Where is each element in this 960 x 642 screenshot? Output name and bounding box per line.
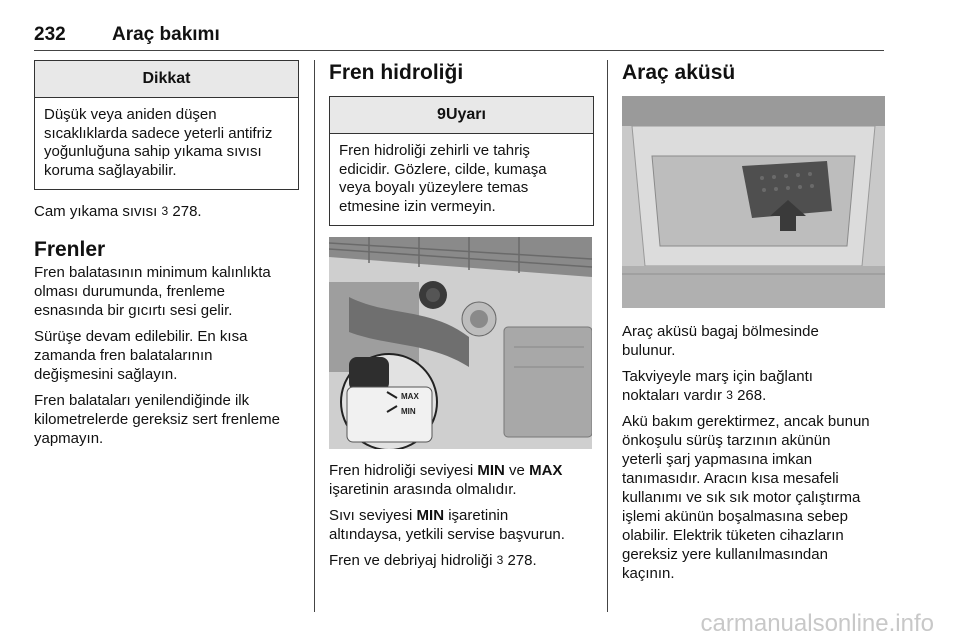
paragraph: Sürüşe devam edilebilir. En kısa zamanda fren balatalarının değişmesini sağlayın. xyxy=(34,328,248,383)
section-heading-arac-akusu: Araç aküsü xyxy=(622,61,736,84)
page-ref-arrow-icon: 3 xyxy=(161,204,169,218)
max-mark-label: MAX xyxy=(401,392,419,401)
page-ref-link[interactable]: 268. xyxy=(737,387,767,404)
warning-triangle-icon: 9 xyxy=(437,106,446,123)
paragraph: Fren balataları yenilendiğinde ilk kilometrelerde gereksiz sert frenleme yapmayın. xyxy=(34,392,280,447)
column-left xyxy=(34,60,299,455)
min-mark-label: MIN xyxy=(401,407,416,416)
text-line: sıcaklıklarda sadece yeterli antifriz xyxy=(44,124,273,142)
column-divider-2 xyxy=(607,60,608,612)
page-ref-link[interactable]: 278. xyxy=(507,552,537,569)
page-ref-arrow-icon: 3 xyxy=(726,388,733,402)
page-header xyxy=(34,22,884,51)
paragraph: Fren balatasının minimum kalınlıkta olması durumunda, frenleme esnasında bir gıcırtı sesi gelir. xyxy=(34,264,271,319)
paragraph-location: Araç aküsü bagaj bölmesinde bulunur. xyxy=(622,323,819,359)
column-middle xyxy=(329,60,594,577)
chapter-title: Araç bakımı xyxy=(112,24,220,45)
text-line: edicidir. Gözlere, cilde, kumaşa xyxy=(339,160,547,178)
text-line: Düşük veya aniden düşen xyxy=(44,106,217,123)
paragraph-service: Sıvı seviyesi MIN işaretinin altındaysa, yetkili servise başvurun. xyxy=(329,507,565,543)
uyari-text xyxy=(330,134,593,225)
brake-fluid-reservoir-photo xyxy=(329,237,592,449)
section-heading-fren-hidroligi: Fren hidroliği xyxy=(329,61,464,84)
paragraph-level: Fren hidroliği seviyesi MIN ve MAX işaretinin arasında olmalıdır. xyxy=(329,462,563,498)
fren-debriyaj-ref: Fren ve debriyaj hidroliği 3 278. xyxy=(329,552,537,569)
watermark: carmanualsonline.info xyxy=(700,610,934,637)
cam-yikama-ref: Cam yıkama sıvısı 3 278. xyxy=(34,203,202,220)
text-line: veya boyalı yüzeylere temas xyxy=(339,179,529,196)
page-ref-link[interactable]: 278. xyxy=(172,203,202,220)
dikkat-title: Dikkat xyxy=(35,61,298,98)
column-right xyxy=(622,60,887,590)
paragraph-maintenance: Akü bakım gerektirmez, ancak bunun önkoşulu sürüş tarzının akünün yeterli şarj yapmasına imkan tanımasıdır. Aracın kısa mesafeli kullanımı ve sık sık motor çalıştırma işlemi akünün boşalmasına sebep olabilir. Elektrik tüketen cihazların gereksiz yere kullanılmasından kaçının. xyxy=(622,413,870,582)
paragraph-jump-start: Takviyeyle marş için bağlantı noktaları vardır 3 268. xyxy=(622,368,813,404)
page-number: 232 xyxy=(34,24,66,45)
text-line: etmesine izin vermeyin. xyxy=(339,197,496,215)
battery-trunk-photo xyxy=(622,96,885,308)
uyari-box xyxy=(329,96,594,226)
text-line: Fren hidroliği zehirli ve tahriş xyxy=(339,142,530,159)
dikkat-text xyxy=(35,98,298,189)
section-heading-frenler: Frenler xyxy=(34,238,106,261)
uyari-title: Uyarı xyxy=(445,106,486,123)
uyari-header xyxy=(330,97,593,134)
page-ref-arrow-icon: 3 xyxy=(496,553,504,567)
text-line: yoğunluğuna sahip yıkama sıvısı xyxy=(44,143,262,160)
text-line: koruma sağlayabilir. xyxy=(44,161,177,179)
dikkat-box xyxy=(34,60,299,190)
column-divider-1 xyxy=(314,60,315,612)
